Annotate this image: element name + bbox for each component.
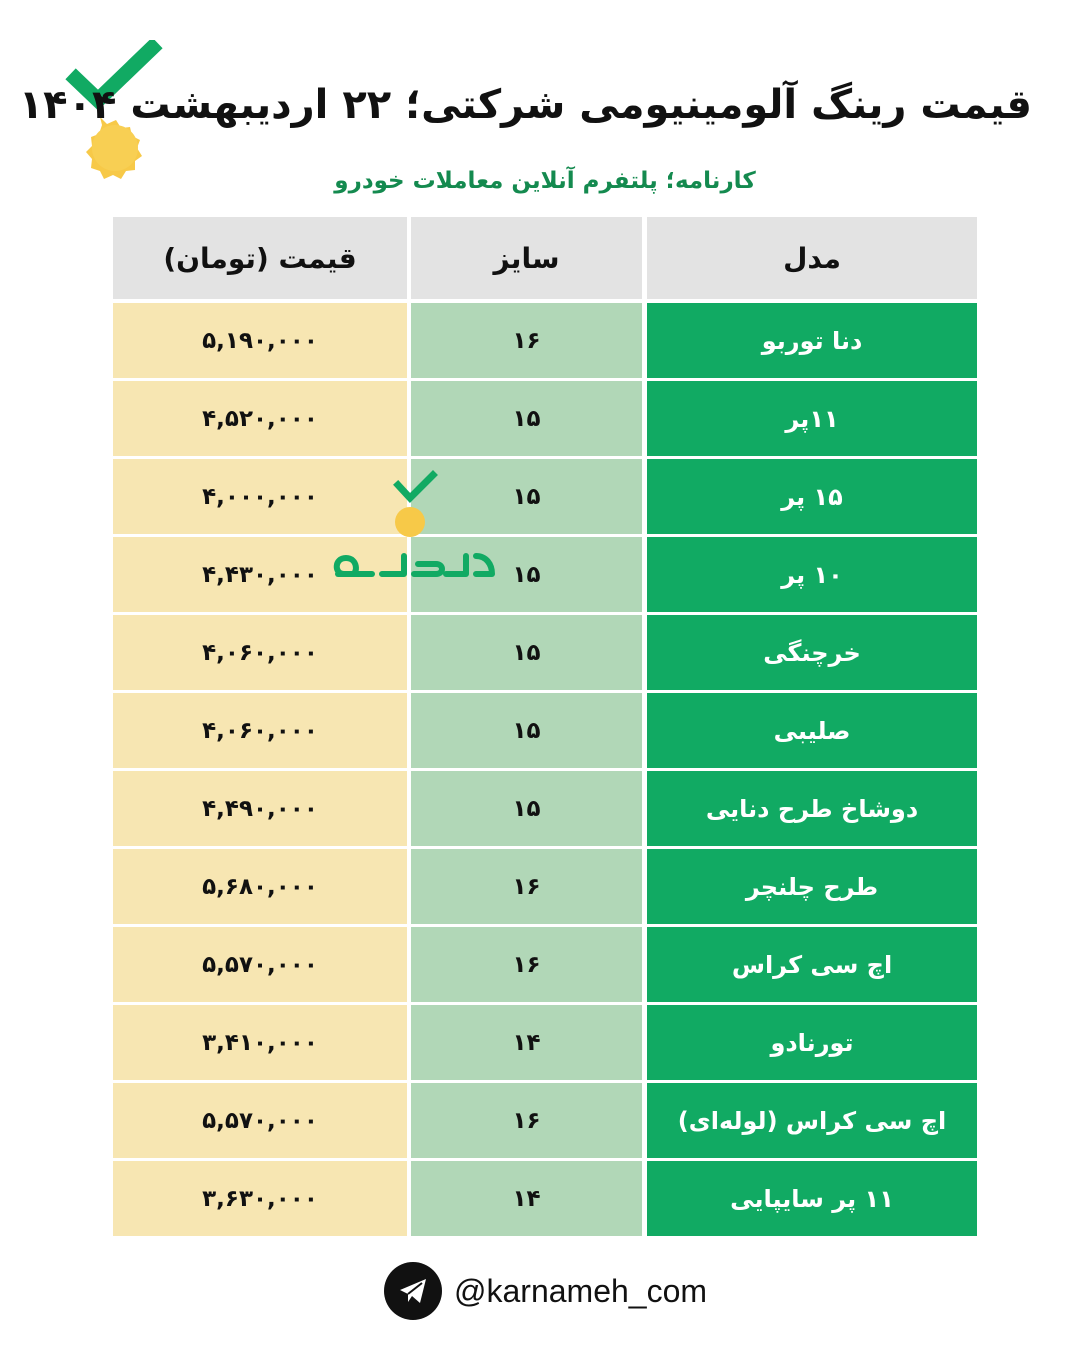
model-cell: اچ سی کراس — [647, 927, 977, 1002]
size-cell: ۱۶ — [411, 849, 642, 924]
page-title: قیمت رینگ آلومینیومی شرکتی؛ ۲۲ اردیبهشت ۱۴۰۴ — [18, 82, 1032, 128]
table-row — [113, 693, 977, 768]
header-size: سایز — [411, 217, 642, 299]
table-row — [113, 771, 977, 846]
table-row — [113, 459, 977, 534]
size-cell: ۱۵ — [411, 615, 642, 690]
model-cell: طرح چلنچر — [647, 849, 977, 924]
price-cell: ۴,۵۲۰,۰۰۰ — [113, 381, 407, 456]
size-cell: ۱۴ — [411, 1005, 642, 1080]
table-header-row — [113, 217, 977, 299]
price-cell: ۳,۴۱۰,۰۰۰ — [113, 1005, 407, 1080]
table-row — [113, 1005, 977, 1080]
karnameh-watermark-icon — [326, 470, 501, 588]
model-cell: ۱۰ پر — [647, 537, 977, 612]
size-cell: ۱۵ — [411, 381, 642, 456]
model-cell: اچ سی کراس (لوله‌ای) — [647, 1083, 977, 1158]
price-cell: ۵,۵۷۰,۰۰۰ — [113, 927, 407, 1002]
size-cell: ۱۵ — [411, 693, 642, 768]
page-subtitle: کارنامه؛ پلتفرم آنلاین معاملات خودرو — [334, 168, 756, 194]
size-cell: ۱۵ — [411, 771, 642, 846]
model-cell: خرچنگی — [647, 615, 977, 690]
table-row — [113, 927, 977, 1002]
price-cell: ۴,۴۳۰,۰۰۰ — [113, 537, 407, 612]
table-row — [113, 615, 977, 690]
table-row — [113, 303, 977, 378]
size-cell: ۱۵ — [411, 537, 642, 612]
table-row — [113, 537, 977, 612]
model-cell: تورنادو — [647, 1005, 977, 1080]
table-row — [113, 381, 977, 456]
telegram-handle[interactable]: @karnameh_com — [454, 1272, 708, 1309]
header-price: قیمت (تومان) — [113, 217, 407, 299]
table-row — [113, 849, 977, 924]
model-cell: دوشاخ طرح دنایی — [647, 771, 977, 846]
table-row — [113, 1083, 977, 1158]
price-cell: ۵,۵۷۰,۰۰۰ — [113, 1083, 407, 1158]
price-cell: ۴,۴۹۰,۰۰۰ — [113, 771, 407, 846]
size-cell: ۱۶ — [411, 927, 642, 1002]
price-cell: ۵,۱۹۰,۰۰۰ — [113, 303, 407, 378]
model-cell: ۱۵ پر — [647, 459, 977, 534]
model-cell: ۱۱ پر سایپایی — [647, 1161, 977, 1236]
price-cell: ۴,۰۶۰,۰۰۰ — [113, 693, 407, 768]
telegram-icon[interactable] — [384, 1262, 442, 1320]
header-model: مدل — [647, 217, 977, 299]
price-cell: ۳,۶۳۰,۰۰۰ — [113, 1161, 407, 1236]
price-cell: ۴,۰۰۰,۰۰۰ — [113, 459, 407, 534]
size-cell: ۱۴ — [411, 1161, 642, 1236]
price-cell: ۴,۰۶۰,۰۰۰ — [113, 615, 407, 690]
size-cell: ۱۶ — [411, 1083, 642, 1158]
price-cell: ۵,۶۸۰,۰۰۰ — [113, 849, 407, 924]
footer — [384, 1260, 707, 1322]
model-cell: صلیبی — [647, 693, 977, 768]
table-row — [113, 1161, 977, 1236]
size-cell: ۱۵ — [411, 459, 642, 534]
size-cell: ۱۶ — [411, 303, 642, 378]
model-cell: دنا توربو — [647, 303, 977, 378]
model-cell: ۱۱پر — [647, 381, 977, 456]
